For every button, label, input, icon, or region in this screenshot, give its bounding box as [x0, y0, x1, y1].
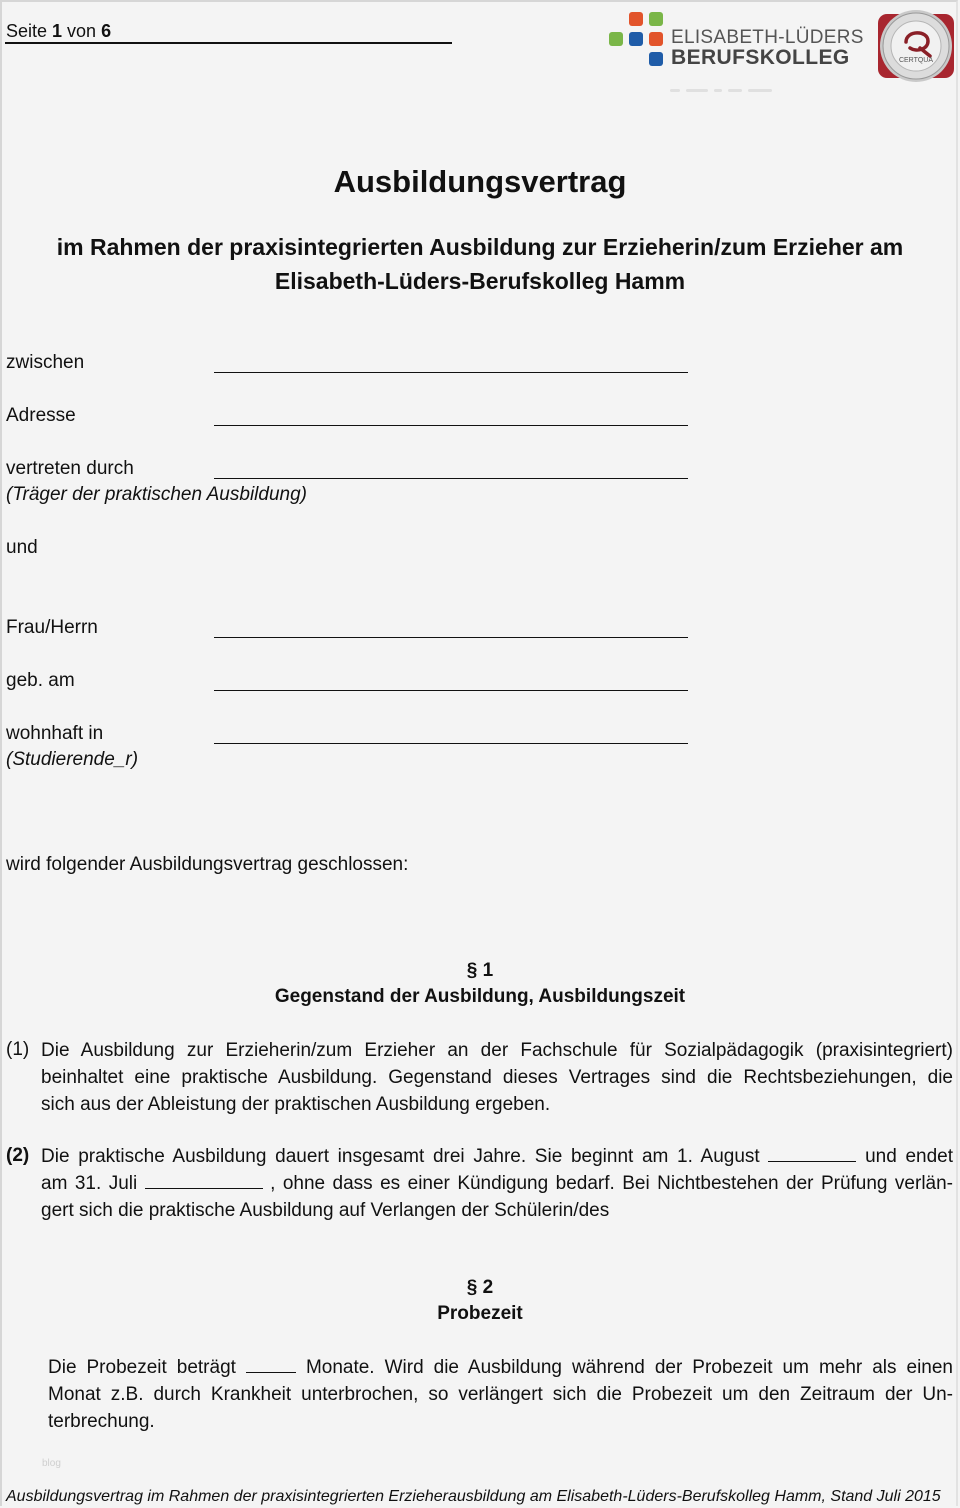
logo-square-icon: [609, 32, 623, 46]
logo-square-icon: [649, 12, 663, 26]
document-title: Ausbildungsvertrag: [333, 164, 627, 199]
start-year-field[interactable]: [768, 1160, 856, 1162]
logo-square-icon: [629, 32, 643, 46]
intro-text: wird folgender Ausbildungsvertrag geschlossen:: [6, 854, 409, 875]
watermark: blog: [42, 1458, 61, 1469]
logo-line1: ELISABETH-LÜDERS: [671, 27, 864, 48]
paragraph2-number: (2): [6, 1145, 30, 1166]
end-year-field[interactable]: [145, 1187, 263, 1189]
represented-by-label: vertreten durch: [6, 458, 134, 479]
between-label: zwischen: [6, 352, 85, 373]
between-field[interactable]: [214, 372, 688, 373]
represented-by-field[interactable]: [214, 478, 688, 479]
probation-paragraph: Die Probezeit beträgt Monate. Wird die Ausbildung während der Probezeit um mehr als einen Monat z.B. durch Krankheit unterbrochen, so verlängert sich die Probezeit um den Zeitraum der Un- terbrechung.: [48, 1357, 953, 1432]
header-rule: [5, 42, 452, 44]
logo-square-icon: [629, 12, 643, 26]
birthdate-label: geb. am: [6, 670, 75, 691]
section1-number: § 1: [466, 960, 494, 981]
name-field[interactable]: [214, 637, 688, 638]
page-footer: Ausbildungsvertrag im Rahmen der praxisintegrierten Erzieherausbildung am Elisabeth-Lüders-Berufskolleg Hamm, Stand Juli 2015: [6, 1488, 941, 1505]
residence-field[interactable]: [214, 743, 688, 744]
name-label: Frau/Herrn: [6, 617, 98, 638]
logo-line2: BERUFSKOLLEG: [671, 46, 850, 69]
student-note: (Studierende_r): [6, 749, 139, 770]
paragraph2: Die praktische Ausbildung dauert insgesamt drei Jahre. Sie beginnt am 1. August und endet am 31. Juli , ohne dass es einer Kündigung bedarf. Bei Nichtbestehen der Prüfung verlän- gert sich die praktische Ausbildung auf Verlangen der Schülerin/des: [41, 1146, 954, 1221]
section2-heading: Probezeit: [437, 1303, 523, 1324]
logo-square-icon: [649, 52, 663, 66]
birthdate-field[interactable]: [214, 690, 688, 691]
section1-heading: Gegenstand der Ausbildung, Ausbildungszeit: [274, 986, 686, 1007]
logo-tagline: [670, 79, 800, 83]
residence-label: wohnhaft in: [6, 723, 104, 744]
paragraph1-number: (1): [6, 1039, 30, 1060]
page-number: Seite 1 von 6: [6, 21, 112, 41]
school-logo: [609, 12, 864, 70]
address-field[interactable]: [214, 425, 688, 426]
and-label: und: [6, 537, 38, 558]
provider-note: (Träger der praktischen Ausbildung): [6, 484, 307, 505]
address-label: Adresse: [6, 405, 76, 426]
logo-square-icon: [649, 32, 663, 46]
certqua-seal-icon: [876, 8, 956, 84]
section2-number: § 2: [466, 1277, 494, 1298]
paragraph1: Die Ausbildung zur Erzieherin/zum Erzieher an der Fachschule für Sozialpädagogik (praxisintegriert) beinhaltet eine praktische Ausbildung. Gegenstand dieses Vertrages sind die Rechtsbeziehungen, die sich aus der Ableistung der praktischen Ausbildung ergeben.: [41, 1040, 953, 1115]
document-subtitle-line1: im Rahmen der praxisintegrierten Ausbildung zur Erzieherin/zum Erzieher am: [56, 234, 904, 260]
document-subtitle-line2: Elisabeth-Lüders-Berufskolleg Hamm: [274, 268, 686, 294]
page-total: 6: [101, 21, 112, 41]
page-current: 1: [52, 21, 63, 41]
svg-text:CERTQUA: CERTQUA: [898, 57, 934, 64]
probation-months-field[interactable]: [246, 1371, 296, 1373]
